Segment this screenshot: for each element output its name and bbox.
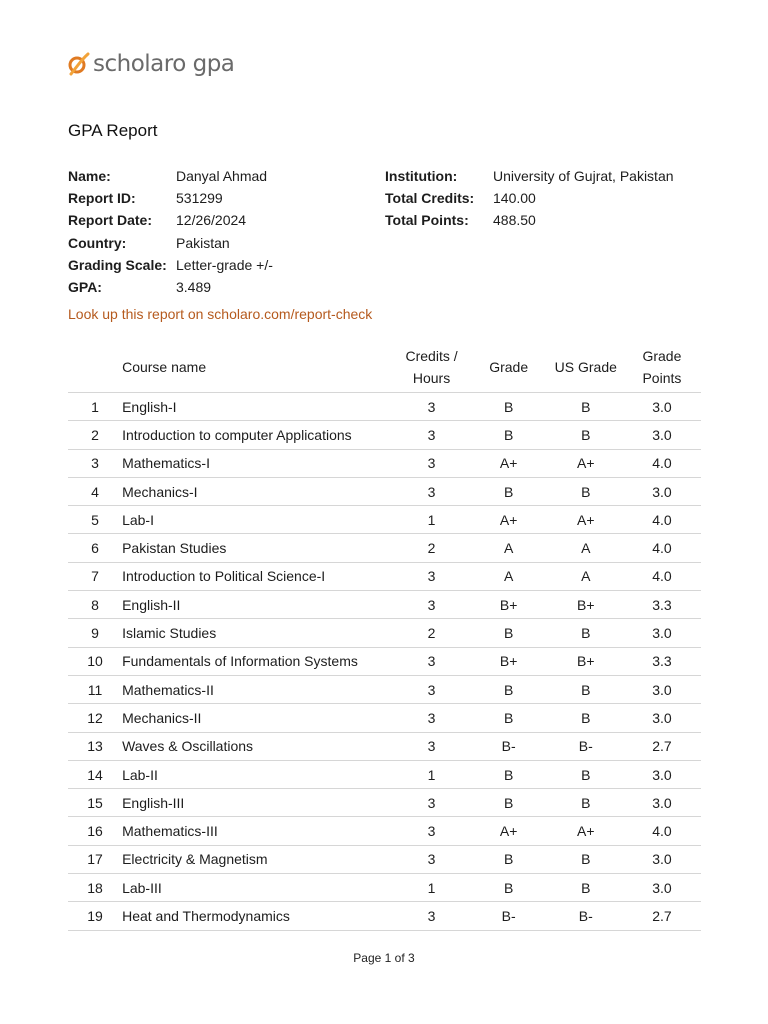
table-row: [68, 393, 701, 421]
row-number: 15: [68, 789, 122, 817]
brand-logo: [68, 50, 234, 78]
course-grade-points: 3.0: [623, 704, 701, 732]
row-number: 7: [68, 562, 122, 590]
meta-row-total-points: [385, 209, 674, 231]
meta-row-grading-scale: [68, 254, 273, 276]
row-number: 8: [68, 591, 122, 619]
course-credits: 3: [395, 393, 469, 421]
meta-label: Country:: [68, 234, 127, 251]
course-grade: B+: [469, 647, 549, 675]
course-us-grade: B: [549, 619, 623, 647]
meta-row-total-credits: [385, 187, 674, 209]
course-grade-points: 2.7: [623, 732, 701, 760]
row-number: 18: [68, 874, 122, 902]
course-grade: B-: [469, 732, 549, 760]
course-us-grade: B-: [549, 902, 623, 930]
course-credits: 3: [395, 562, 469, 590]
report-check-link[interactable]: Look up this report on scholaro.com/report-check: [68, 306, 373, 322]
course-us-grade: A+: [549, 817, 623, 845]
course-us-grade: A+: [549, 449, 623, 477]
course-grade: B: [469, 704, 549, 732]
course-grade-points: 3.0: [623, 421, 701, 449]
table-row: [68, 704, 701, 732]
course-name: English-II: [122, 591, 394, 619]
course-grade-points: 2.7: [623, 902, 701, 930]
course-us-grade: B: [549, 845, 623, 873]
course-name: Lab-II: [122, 760, 394, 788]
course-name: Electricity & Magnetism: [122, 845, 394, 873]
course-us-grade: A: [549, 534, 623, 562]
course-us-grade: B: [549, 393, 623, 421]
course-grade-points: 4.0: [623, 506, 701, 534]
course-us-grade: A: [549, 562, 623, 590]
row-number: 4: [68, 477, 122, 505]
course-credits: 3: [395, 421, 469, 449]
course-grade-points: 4.0: [623, 817, 701, 845]
row-number: 9: [68, 619, 122, 647]
row-number: 5: [68, 506, 122, 534]
brand-name: scholaro gpa: [93, 51, 235, 77]
course-name: Introduction to Political Science-I: [122, 562, 394, 590]
course-us-grade: A+: [549, 506, 623, 534]
meta-row-name: [68, 165, 273, 187]
meta-value: 12/26/2024: [176, 212, 247, 229]
course-us-grade: B: [549, 760, 623, 788]
header-grade: Grade: [469, 342, 549, 393]
meta-label: Grading Scale:: [68, 256, 167, 273]
meta-row-report-date: [68, 209, 273, 231]
course-grade: B: [469, 874, 549, 902]
row-number: 16: [68, 817, 122, 845]
table-row: [68, 874, 701, 902]
meta-label: GPA:: [68, 279, 102, 296]
course-grade-points: 3.0: [623, 477, 701, 505]
course-us-grade: B: [549, 477, 623, 505]
course-grade-points: 3.0: [623, 619, 701, 647]
table-row: [68, 902, 701, 930]
course-grade: A: [469, 562, 549, 590]
course-grade-points: 3.0: [623, 675, 701, 703]
header-points-line1: Grade: [642, 348, 682, 364]
course-name: Mathematics-II: [122, 675, 394, 703]
course-credits: 3: [395, 704, 469, 732]
course-us-grade: B: [549, 789, 623, 817]
row-number: 6: [68, 534, 122, 562]
meta-value: Letter-grade +/-: [176, 256, 273, 273]
row-number: 3: [68, 449, 122, 477]
course-credits: 3: [395, 477, 469, 505]
course-name: Lab-I: [122, 506, 394, 534]
course-name: Heat and Thermodynamics: [122, 902, 394, 930]
row-number: 13: [68, 732, 122, 760]
table-row: [68, 647, 701, 675]
header-credits: [395, 342, 469, 393]
course-us-grade: B: [549, 704, 623, 732]
course-name: Waves & Oscillations: [122, 732, 394, 760]
meta-label: Name:: [68, 168, 111, 184]
table-row: [68, 675, 701, 703]
report-meta-left: [68, 165, 273, 298]
report-meta-right: [385, 165, 674, 232]
course-grade: B: [469, 393, 549, 421]
course-grade-points: 3.0: [623, 760, 701, 788]
page-number: Page 1 of 3: [353, 951, 415, 965]
row-number: 11: [68, 675, 122, 703]
course-grade: B: [469, 675, 549, 703]
course-grade: B: [469, 789, 549, 817]
meta-label: Report ID:: [68, 190, 136, 207]
course-name: Pakistan Studies: [122, 534, 394, 562]
course-us-grade: B-: [549, 732, 623, 760]
course-name: English-III: [122, 789, 394, 817]
table-row: [68, 619, 701, 647]
course-credits: 3: [395, 845, 469, 873]
table-row: [68, 449, 701, 477]
course-grade: B: [469, 477, 549, 505]
page-title: GPA Report: [68, 121, 158, 140]
header-number: [68, 342, 122, 393]
course-grade: B+: [469, 591, 549, 619]
course-credits: 3: [395, 902, 469, 930]
row-number: 10: [68, 647, 122, 675]
table-header-row: [68, 342, 701, 393]
course-grade: B: [469, 619, 549, 647]
header-points-line2: Points: [642, 370, 682, 386]
course-grade: B: [469, 421, 549, 449]
meta-value: University of Gujrat, Pakistan: [493, 168, 674, 184]
course-grade-points: 3.0: [623, 845, 701, 873]
header-credits-line1: Credits /: [405, 348, 458, 364]
course-us-grade: B+: [549, 647, 623, 675]
header-course-name: Course name: [122, 342, 394, 393]
header-credits-line2: Hours: [412, 370, 451, 386]
meta-value: 140.00: [493, 190, 536, 207]
course-credits: 3: [395, 675, 469, 703]
meta-label: Total Credits:: [385, 190, 475, 207]
course-credits: 3: [395, 647, 469, 675]
meta-row-gpa: [68, 276, 273, 298]
table-row: [68, 477, 701, 505]
course-name: Introduction to computer Applications: [122, 421, 394, 449]
course-credits: 1: [395, 760, 469, 788]
table-row: [68, 732, 701, 760]
course-name: Mechanics-I: [122, 477, 394, 505]
table-row: [68, 591, 701, 619]
row-number: 12: [68, 704, 122, 732]
table-row: [68, 562, 701, 590]
table-row: [68, 760, 701, 788]
course-credits: 3: [395, 817, 469, 845]
meta-value: 3.489: [176, 279, 212, 296]
course-grade: B-: [469, 902, 549, 930]
course-grade-points: 3.3: [623, 647, 701, 675]
course-credits: 1: [395, 874, 469, 902]
course-grade: A+: [469, 506, 549, 534]
meta-value: 531299: [176, 190, 223, 207]
table-row: [68, 421, 701, 449]
header-grade-points: [623, 342, 701, 393]
row-number: 19: [68, 902, 122, 930]
course-credits: 3: [395, 591, 469, 619]
course-name: Mathematics-I: [122, 449, 394, 477]
course-name: Lab-III: [122, 874, 394, 902]
meta-label: Report Date:: [68, 212, 153, 229]
course-grade-points: 4.0: [623, 534, 701, 562]
course-grade-points: 3.0: [623, 393, 701, 421]
course-grade-points: 3.0: [623, 789, 701, 817]
course-grade-points: 3.3: [623, 591, 701, 619]
course-credits: 3: [395, 732, 469, 760]
meta-value: 488.50: [493, 212, 536, 229]
table-row: [68, 817, 701, 845]
course-grade-points: 4.0: [623, 449, 701, 477]
course-grade: B: [469, 760, 549, 788]
course-name: Islamic Studies: [122, 619, 394, 647]
meta-label: Total Points:: [385, 212, 469, 229]
meta-value: Pakistan: [176, 234, 230, 251]
course-credits: 2: [395, 619, 469, 647]
row-number: 2: [68, 421, 122, 449]
row-number: 14: [68, 760, 122, 788]
meta-row-report-id: [68, 187, 273, 209]
course-credits: 3: [395, 449, 469, 477]
course-credits: 2: [395, 534, 469, 562]
course-credits: 3: [395, 789, 469, 817]
course-grade: A+: [469, 817, 549, 845]
course-credits: 1: [395, 506, 469, 534]
course-grade: A+: [469, 449, 549, 477]
table-row: [68, 506, 701, 534]
course-us-grade: B: [549, 874, 623, 902]
course-us-grade: B+: [549, 591, 623, 619]
meta-row-country: [68, 232, 273, 254]
header-us-grade: US Grade: [549, 342, 623, 393]
course-grade: A: [469, 534, 549, 562]
course-name: Mathematics-III: [122, 817, 394, 845]
scholaro-logo-icon: [68, 50, 90, 78]
course-grade-points: 4.0: [623, 562, 701, 590]
course-name: Fundamentals of Information Systems: [122, 647, 394, 675]
courses-table: [68, 342, 701, 931]
row-number: 1: [68, 393, 122, 421]
course-name: English-I: [122, 393, 394, 421]
course-grade-points: 3.0: [623, 874, 701, 902]
course-us-grade: B: [549, 421, 623, 449]
meta-label: Institution:: [385, 168, 458, 184]
course-grade: B: [469, 845, 549, 873]
meta-row-institution: [385, 165, 674, 187]
row-number: 17: [68, 845, 122, 873]
meta-value: Danyal Ahmad: [176, 168, 268, 184]
table-row: [68, 845, 701, 873]
course-us-grade: B: [549, 675, 623, 703]
table-row: [68, 534, 701, 562]
table-row: [68, 789, 701, 817]
course-name: Mechanics-II: [122, 704, 394, 732]
